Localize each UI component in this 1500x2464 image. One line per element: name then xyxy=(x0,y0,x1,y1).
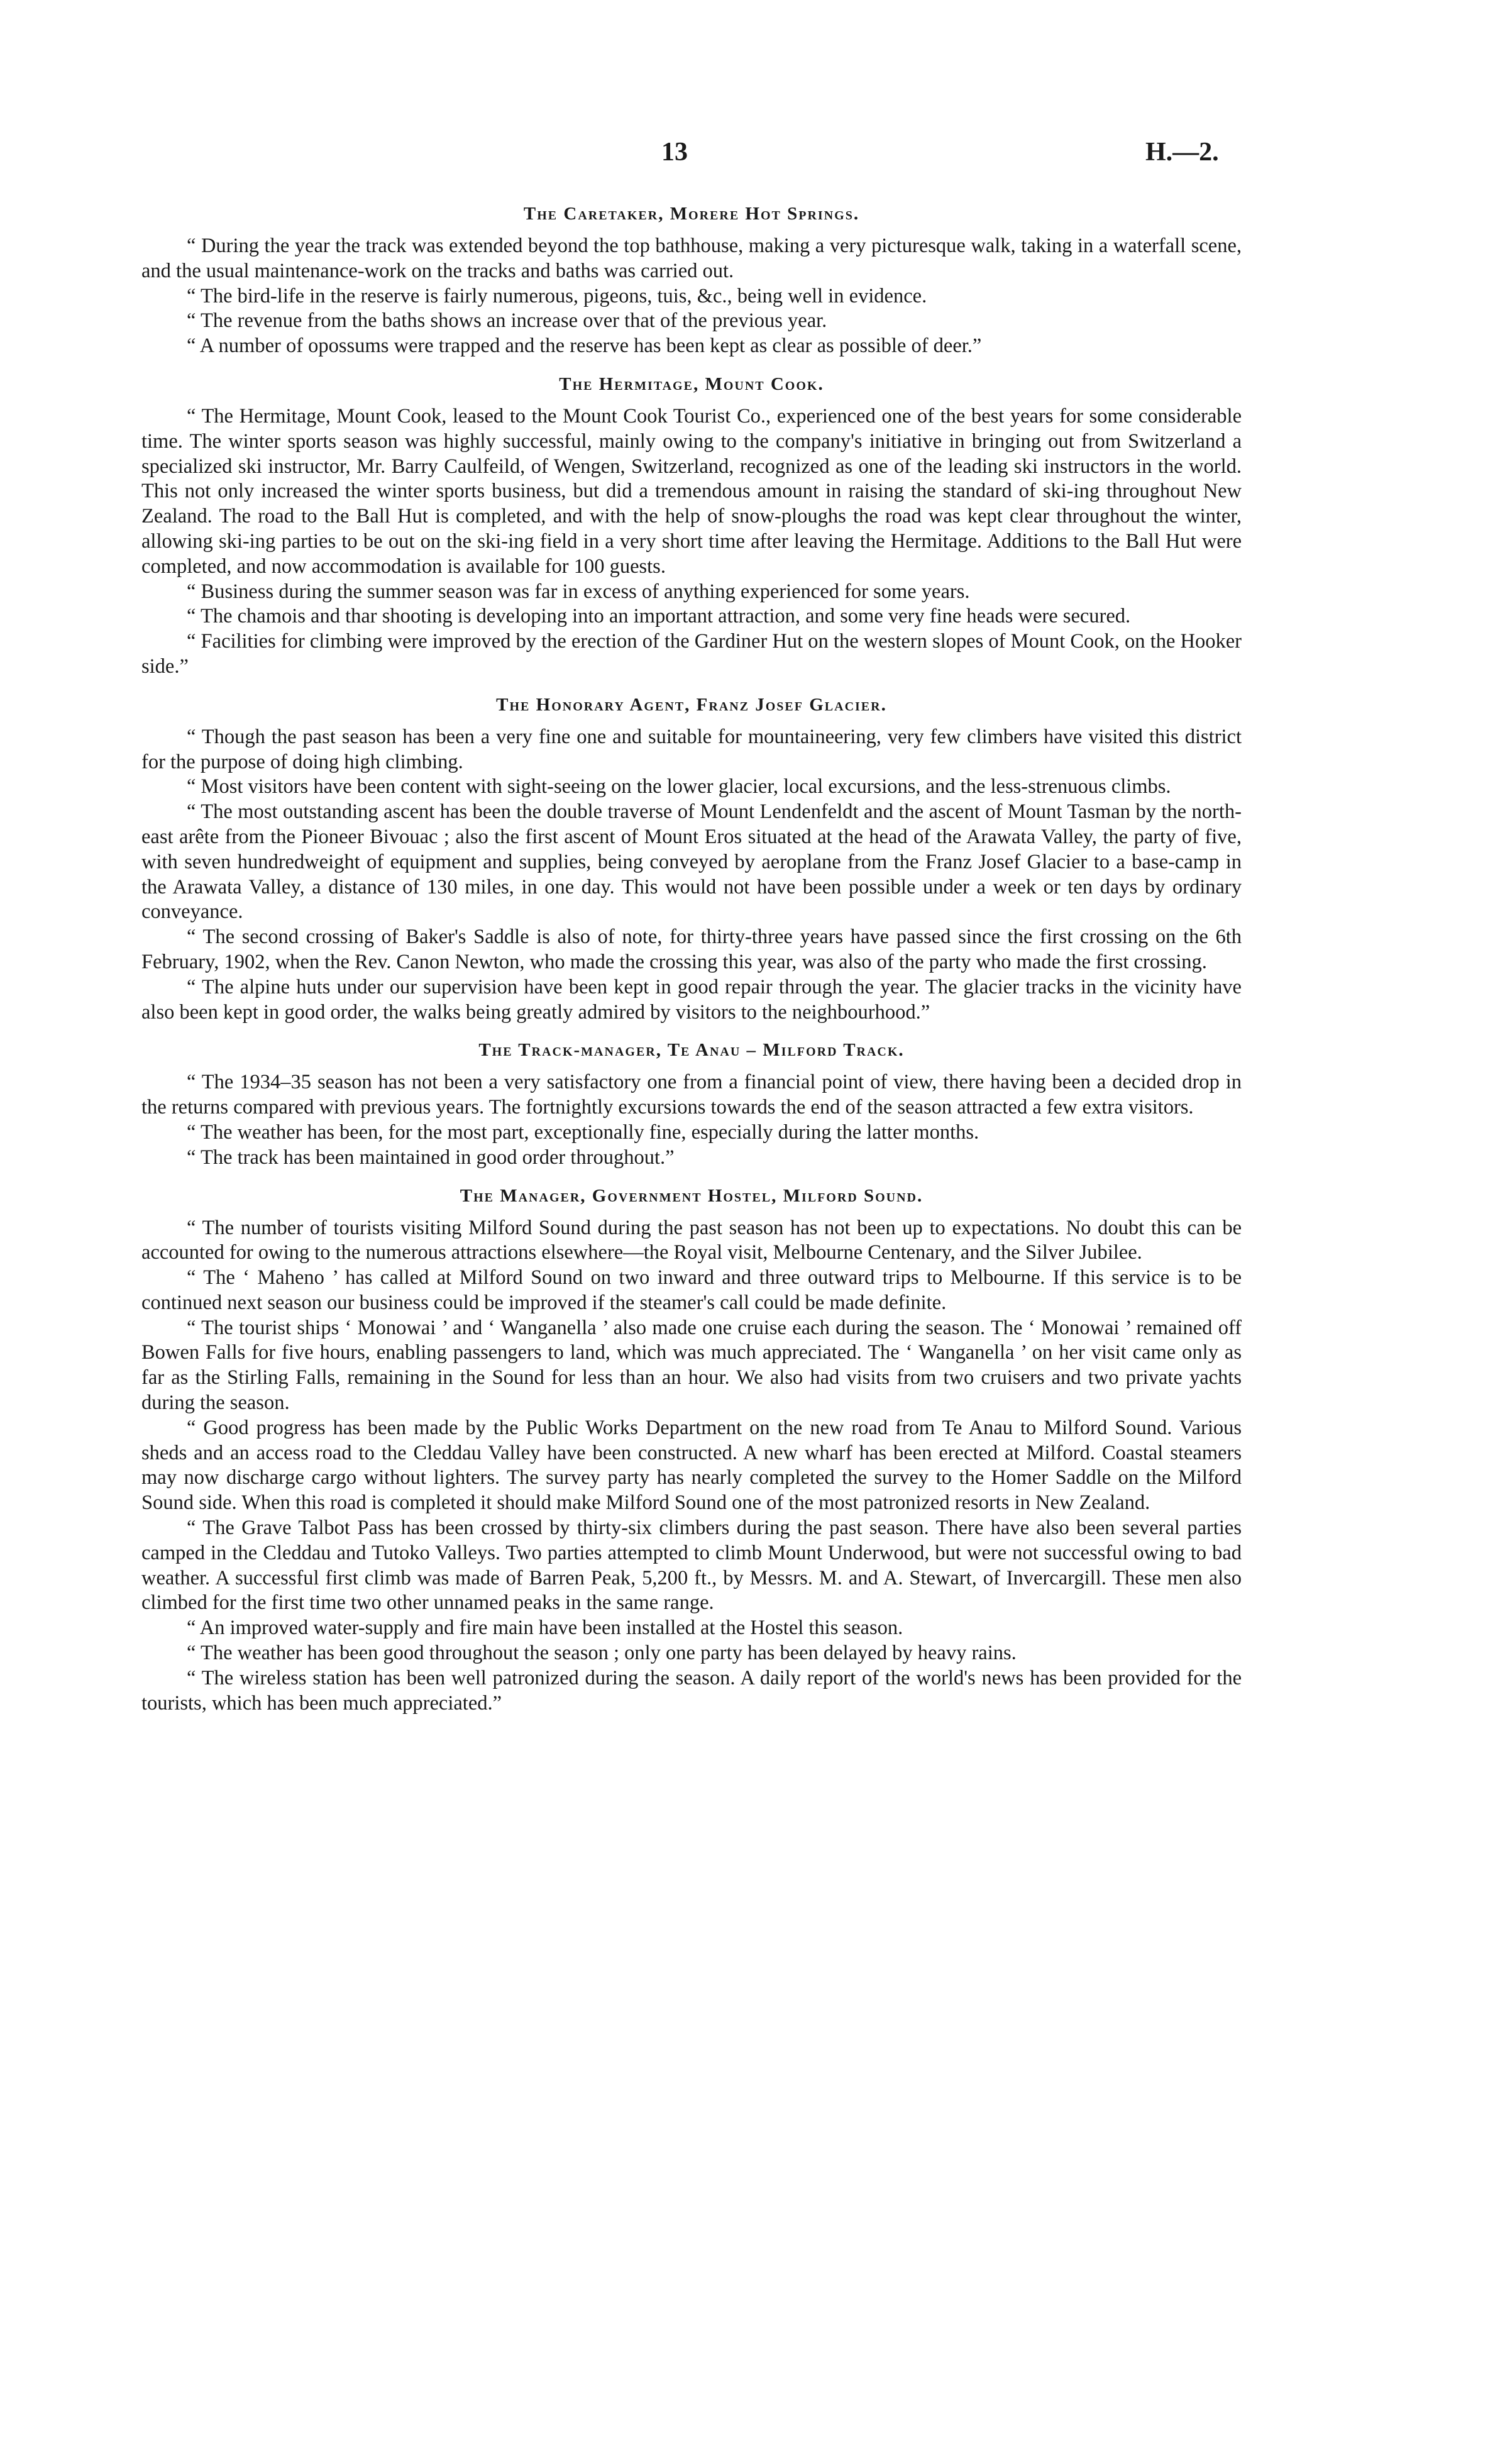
section-milford-sound-hostel xyxy=(141,1185,1242,1716)
paragraph: “ Business during the summer season was far in excess of anything experienced for some years. xyxy=(187,580,970,603)
paragraph: “ The track has been maintained in good order throughout.” xyxy=(187,1146,675,1169)
section-milford-track xyxy=(141,1039,1242,1170)
section-morere-hot-springs xyxy=(141,202,1242,359)
paragraph: “ The most outstanding ascent has been the double traverse of Mount Lendenfeldt and the ascent of Mount Tasman by the north-east arête from the Pioneer Bivouac ; also the first ascent of Mount Eros situated at the head of the Arawata Valley, the party of five, with seven hundredweight of equipment and supplies, being conveyed by aeroplane from the Franz Josef Glacier to a base-camp in the Arawata Valley, a distance of 130 miles, in one day. This would not have been possible under a week or ten days by ordinary conveyance. xyxy=(141,800,1242,924)
section-heading: The Honorary Agent, Franz Josef Glacier. xyxy=(496,694,887,715)
paragraph: “ Good progress has been made by the Public Works Department on the new road from Te Anau to Milford Sound. Various sheds and an access road to the Cleddau Valley have been constructed. A new wharf has been erected at Milford. Coastal steamers may now discharge cargo without lighters. The survey party has nearly completed the survey to the Homer Saddle on the Milford Sound side. When this road is completed it should make Milford Sound one of the most patronized resorts in New Zealand. xyxy=(141,1416,1242,1515)
paragraph: “ The 1934–35 season has not been a very satisfactory one from a financial point of view, there having been a decided drop in the returns compared with previous years. The fortnightly excursions towards the end of the season attracted a few extra visitors. xyxy=(141,1071,1242,1119)
paragraph: “ The second crossing of Baker's Saddle is also of note, for thirty-three years have passed since the first crossing on the 6th February, 1902, when the Rev. Canon Newton, who made the crossing this year, was also of the party who made the first crossing. xyxy=(141,925,1242,973)
section-heading: The Manager, Government Hostel, Milford Sound. xyxy=(460,1185,924,1206)
section-heading: The Caretaker, Morere Hot Springs. xyxy=(523,204,860,224)
paragraph: “ A number of opossums were trapped and the reserve has been kept as clear as possible of deer.” xyxy=(187,334,982,358)
section-heading: The Hermitage, Mount Cook. xyxy=(559,373,824,394)
paragraph: “ The number of tourists visiting Milford Sound during the past season has not been up to expectations. No doubt this can be accounted for owing to the numerous attractions elsewhere—the Royal visit, Melbourne Centenary, and the Silver Jubilee. xyxy=(141,1216,1242,1264)
paragraph: “ Though the past season has been a very fine one and suitable for mountaineering, very few climbers have visited this district for the purpose of doing high climbing. xyxy=(141,725,1242,773)
paragraph: “ The Hermitage, Mount Cook, leased to the Mount Cook Tourist Co., experienced one of the best years for some considerable time. The winter sports season was highly successful, mainly owing to the company's initiative in bringing out from Switzerland a specialized ski instructor, Mr. Barry Caulfeild, of Wengen, Switzerland, recognized as one of the leading ski instructors in the world. This not only increased the winter sports business, but did a tremendous amount in raising the standard of ski-ing throughout New Zealand. The road to the Ball Hut is completed, and with the help of snow-ploughs the road was kept clear throughout the winter, allowing ski-ing parties to be out on the ski-ing field in a very short time after leaving the Hermitage. Additions to the Ball Hut were completed, and now accommodation is available for 100 guests. xyxy=(141,404,1242,578)
paragraph: “ The weather has been, for the most part, exceptionally fine, especially during the latter months. xyxy=(187,1120,979,1144)
paragraph: “ The alpine huts under our supervision have been kept in good repair through the year. The glacier tracks in the vicinity have also been kept in good order, the walks being greatly admired by visitors to the neighbourhood.” xyxy=(141,975,1242,1024)
paragraph: “ An improved water-supply and fire main have been installed at the Hostel this season. xyxy=(187,1616,903,1640)
paragraph: “ The Grave Talbot Pass has been crossed by thirty-six climbers during the past season. There have also been several parties camped in the Cleddau and Tutoko Valleys. Two parties attempted to climb Mount Underwood, but were not successful owing to bad weather. A successful first climb was made of Barren Peak, 5,200 ft., by Messrs. M. and A. Stewart, of Invercargill. These men also climbed for the first time two other unnamed peaks in the same range. xyxy=(141,1517,1242,1615)
paragraph: “ Facilities for climbing were improved by the erection of the Gardiner Hut on the western slopes of Mount Cook, on the Hooker side.” xyxy=(141,630,1242,678)
section-hermitage-mount-cook xyxy=(141,373,1242,680)
page-number: 13 xyxy=(661,138,688,167)
paragraph: “ The chamois and thar shooting is developing into an important attraction, and some very fine heads were secured. xyxy=(187,605,1131,628)
section-heading: The Track-manager, Te Anau – Milford Track. xyxy=(478,1040,905,1061)
page-body xyxy=(141,202,1242,1716)
paragraph: “ The wireless station has been well patronized during the season. A daily report of the world's news has been provided for the tourists, which has been much appreciated.” xyxy=(141,1666,1242,1715)
paragraph: “ The tourist ships ‘ Monowai ’ and ‘ Wanganella ’ also made one cruise each during the season. The ‘ Monowai ’ remained off Bowen Falls for five hours, enabling passengers to land, which was much appreciated. The ‘ Wanganella ’ on her visit came only as far as the Stirling Falls, remaining in the Sound for less than an hour. We also had visits from two cruisers and two private yachts during the season. xyxy=(141,1316,1242,1415)
running-header xyxy=(0,137,1500,175)
paragraph: “ The revenue from the baths shows an increase over that of the previous year. xyxy=(187,309,827,333)
section-franz-josef-glacier xyxy=(141,693,1242,1025)
paragraph: “ The bird-life in the reserve is fairly numerous, pigeons, tuis, &c., being well in evidence. xyxy=(187,284,927,307)
document-reference: H.—2. xyxy=(1145,138,1219,167)
paragraph: “ The ‘ Maheno ’ has called at Milford Sound on two inward and three outward trips to Melbourne. If this service is to be continued next season our business could be improved if the steamer's call could be made definite. xyxy=(141,1266,1242,1314)
paragraph: “ Most visitors have been content with sight-seeing on the lower glacier, local excursions, and the less-strenuous climbs. xyxy=(187,775,1171,798)
paragraph: “ The weather has been good throughout the season ; only one party has been delayed by heavy rains. xyxy=(187,1642,1017,1665)
paragraph: “ During the year the track was extended beyond the top bathhouse, making a very picturesque walk, taking in a waterfall scene, and the usual maintenance-work on the tracks and baths was carried out. xyxy=(141,235,1242,282)
